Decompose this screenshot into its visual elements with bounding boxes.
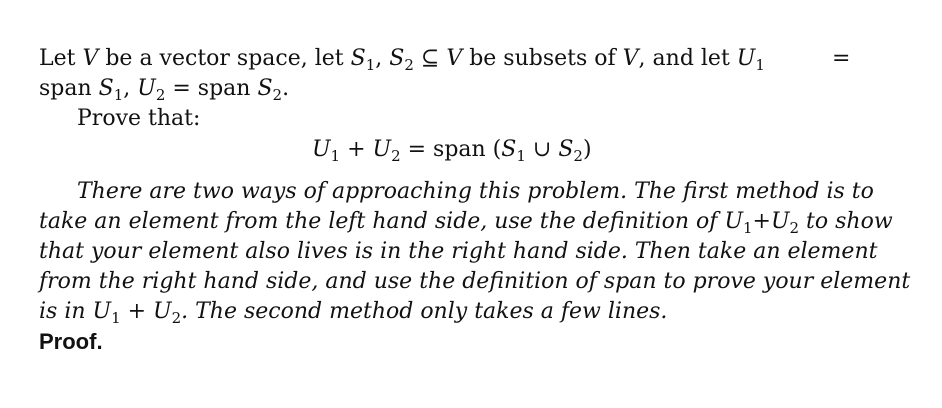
math-var: U [736, 46, 756, 71]
math-subscript: 2 [573, 147, 583, 165]
math-operator: = [832, 46, 851, 71]
math-var: U [770, 209, 790, 234]
display-equation [312, 136, 592, 170]
text: , and let [638, 46, 737, 71]
text: take an element from the left hand side, use the definition of [39, 209, 725, 234]
text: , [123, 76, 138, 101]
math-operator: = [165, 76, 198, 101]
hint-line-4: from the right hand side, and use the definition of span to prove your element [39, 269, 911, 294]
math-subscript: 1 [742, 219, 753, 237]
math-var: U [92, 299, 112, 324]
math-var: U [372, 137, 392, 162]
math-operator: + [340, 137, 373, 162]
proof-label: Proof. [39, 329, 103, 354]
math-var: S [350, 46, 366, 71]
math-var: V [622, 46, 639, 71]
math-operator: ⊆ [413, 46, 447, 71]
math-subscript: 2 [155, 86, 166, 104]
math-subscript: 1 [365, 56, 376, 74]
hint-line-2 [39, 208, 893, 242]
math-subscript: 2 [391, 147, 401, 165]
text: is in [39, 299, 93, 324]
hint-line-3: that your element also lives is in the right hand side. Then take an element [39, 239, 878, 264]
math-var: S [501, 137, 517, 162]
math-var: U [312, 137, 331, 162]
text: to show [799, 209, 893, 234]
text: be subsets of [462, 46, 623, 71]
math-var: U [724, 209, 743, 234]
statement-line-1 [39, 45, 765, 79]
text: span [39, 76, 99, 101]
hint-line-1: There are two ways of approaching this problem. The first method is to [77, 179, 874, 204]
math-var: S [558, 137, 574, 162]
math-var: U [137, 76, 156, 101]
math-subscript: 2 [272, 86, 283, 104]
math-var: V [82, 46, 99, 71]
math-var: S [98, 76, 114, 101]
math-var: V [446, 46, 463, 71]
math-subscript: 2 [404, 56, 414, 74]
text: Let [39, 46, 83, 71]
math-operator: ∪ [525, 137, 559, 162]
prove-label: Prove that: [77, 106, 201, 131]
text: . [282, 76, 290, 101]
text: ) [582, 137, 592, 162]
math-subscript: 1 [330, 147, 341, 165]
math-subscript: 1 [755, 56, 765, 74]
text: . The second method only takes a few lines. [181, 299, 668, 324]
math-var: S [389, 46, 405, 71]
text: be a vector space, let [98, 46, 351, 71]
text: span ( [433, 137, 502, 162]
math-operator: + [120, 299, 154, 324]
math-subscript: 2 [789, 219, 800, 237]
math-subscript: 1 [111, 309, 121, 327]
statement-line-1-equals [832, 45, 850, 73]
math-operator: = [400, 137, 434, 162]
statement-line-2 [39, 75, 289, 109]
math-var: U [153, 299, 172, 324]
math-subscript: 1 [113, 86, 124, 104]
hint-line-5 [39, 298, 667, 332]
math-subscript: 2 [171, 309, 182, 327]
text: , [375, 46, 390, 71]
text: span [197, 76, 258, 101]
math-subscript: 1 [516, 147, 526, 165]
math-var: S [257, 76, 273, 101]
math-operator: + [752, 209, 771, 234]
